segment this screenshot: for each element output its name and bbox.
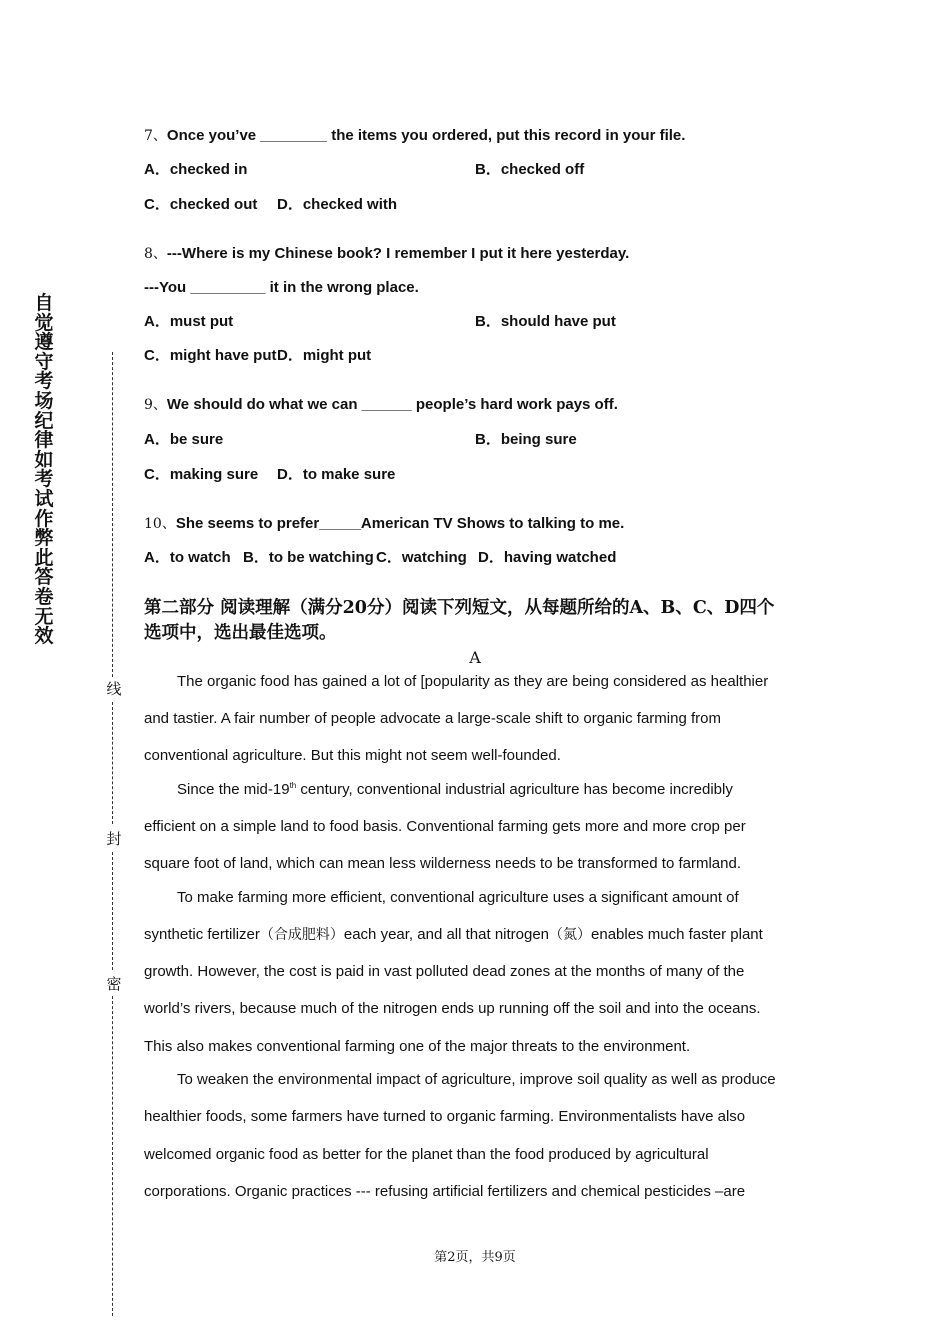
option-a: A．checked in xyxy=(144,161,248,178)
question-text: ---Where is my Chinese book? I remember I put it here yesterday. xyxy=(166,245,630,262)
option-d: D．might put xyxy=(277,347,372,364)
option-d: D．having watched xyxy=(478,549,617,566)
side-notice-char: 无 xyxy=(34,605,54,628)
question-number: 9、 xyxy=(144,397,167,413)
side-notice-char: 效 xyxy=(34,625,54,648)
passage-line: To make farming more efficient, conventional agriculture uses a significant amount of xyxy=(177,889,739,906)
exam-discipline-notice xyxy=(32,294,56,647)
option-d: D．to make sure xyxy=(277,466,396,483)
binding-dashed-line xyxy=(112,352,113,677)
passage-line: The organic food has gained a lot of [popularity as they are being considered as healthier xyxy=(177,673,769,690)
side-notice-char: 纪 xyxy=(34,409,54,432)
option-a: A．be sure xyxy=(144,431,224,448)
passage-line: growth. However, the cost is paid in vast polluted dead zones at the months of many of the xyxy=(144,963,745,980)
side-notice-char: 场 xyxy=(34,389,54,412)
binding-dashed-line xyxy=(112,852,113,970)
binding-dashed-line xyxy=(112,702,113,824)
passage-line: synthetic fertilizer（合成肥料）each year, and all that nitrogen（氮）enables much faster plant xyxy=(144,926,763,943)
question-8-stem xyxy=(144,244,629,264)
question-8-stem-line2: ---You _________ it in the wrong place. xyxy=(144,279,419,296)
passage-line: efficient on a simple land to food basis. Conventional farming gets more and more crop per xyxy=(144,818,746,835)
question-number: 8、 xyxy=(144,246,167,262)
passage-line: world’s rivers, because much of the nitrogen ends up running off the soil and into the oceans. xyxy=(144,1000,761,1017)
option-b: B．being sure xyxy=(475,431,577,448)
side-notice-char: 考 xyxy=(34,468,54,491)
question-text: We should do what we can ______ people’s hard work pays off. xyxy=(166,396,618,413)
passage-line: corporations. Organic practices --- refusing artificial fertilizers and chemical pesticides –are xyxy=(144,1183,746,1200)
option-c: C．checked out xyxy=(144,196,258,213)
superscript: th xyxy=(289,781,297,790)
side-notice-char: 守 xyxy=(34,350,54,373)
side-notice-char: 试 xyxy=(34,487,54,510)
side-notice-char: 律 xyxy=(34,429,54,452)
option-b: B．to be watching xyxy=(243,549,374,566)
section-heading-line1: 第二部分 阅读理解（满分20分）阅读下列短文，从每题所给的A、B、C、D四个 xyxy=(144,598,775,618)
side-notice-char: 遵 xyxy=(34,331,54,354)
side-notice-char: 卷 xyxy=(34,585,54,608)
side-notice-char: 此 xyxy=(34,546,54,569)
option-c: C．making sure xyxy=(144,466,259,483)
question-number: 10、 xyxy=(144,516,176,532)
passage-line: square foot of land, which can mean less wilderness needs to be transformed to farmland. xyxy=(144,855,741,872)
option-c: C．watching xyxy=(376,549,467,566)
option-a: A．to watch xyxy=(144,549,231,566)
side-notice-char: 考 xyxy=(34,370,54,393)
question-text: She seems to prefer_____American TV Shows to talking to me. xyxy=(175,515,625,532)
option-a: A．must put xyxy=(144,313,234,330)
passage-line: To weaken the environmental impact of agriculture, improve soil quality as well as produce xyxy=(177,1071,776,1088)
question-text: Once you’ve ________ the items you ordered, put this record in your file. xyxy=(166,127,686,144)
passage-letter: A xyxy=(469,648,481,667)
seal-mark-seal: 封 xyxy=(106,830,122,848)
section-heading xyxy=(144,596,824,646)
side-notice-char: 觉 xyxy=(34,311,54,334)
option-b: B．should have put xyxy=(475,313,616,330)
passage-line: healthier foods, some farmers have turned to organic farming. Environmentalists have also xyxy=(144,1108,746,1125)
passage-line: and tastier. A fair number of people advocate a large-scale shift to organic farming from xyxy=(144,710,721,727)
passage-line: conventional agriculture. But this might not seem well-founded. xyxy=(144,747,561,764)
side-notice-char: 弊 xyxy=(34,527,54,550)
side-notice-char: 答 xyxy=(34,566,54,589)
question-10-stem xyxy=(144,514,624,534)
option-c: C．might have put xyxy=(144,347,277,364)
side-notice-char: 如 xyxy=(34,448,54,471)
section-heading-line2: 选项中，选出最佳选项。 xyxy=(144,623,337,643)
seal-mark-secret: 密 xyxy=(106,975,122,993)
side-notice-char: 自 xyxy=(34,292,54,314)
question-7-stem xyxy=(144,126,685,146)
question-number: 7、 xyxy=(144,128,167,144)
binding-dashed-line xyxy=(112,996,113,1316)
passage-line: Since the mid-19th century, conventional industrial agriculture has become incredibly xyxy=(177,781,733,798)
passage-line: This also makes conventional farming one of the major threats to the environment. xyxy=(144,1038,691,1055)
option-d: D．checked with xyxy=(277,196,398,213)
passage-line: welcomed organic food as better for the planet than the food produced by agricultural xyxy=(144,1146,709,1163)
page-number: 第2页，共9页 xyxy=(434,1250,516,1265)
seal-mark-line: 线 xyxy=(106,680,122,698)
option-b: B．checked off xyxy=(475,161,585,178)
question-9-stem xyxy=(144,395,618,415)
side-notice-char: 作 xyxy=(34,507,54,530)
